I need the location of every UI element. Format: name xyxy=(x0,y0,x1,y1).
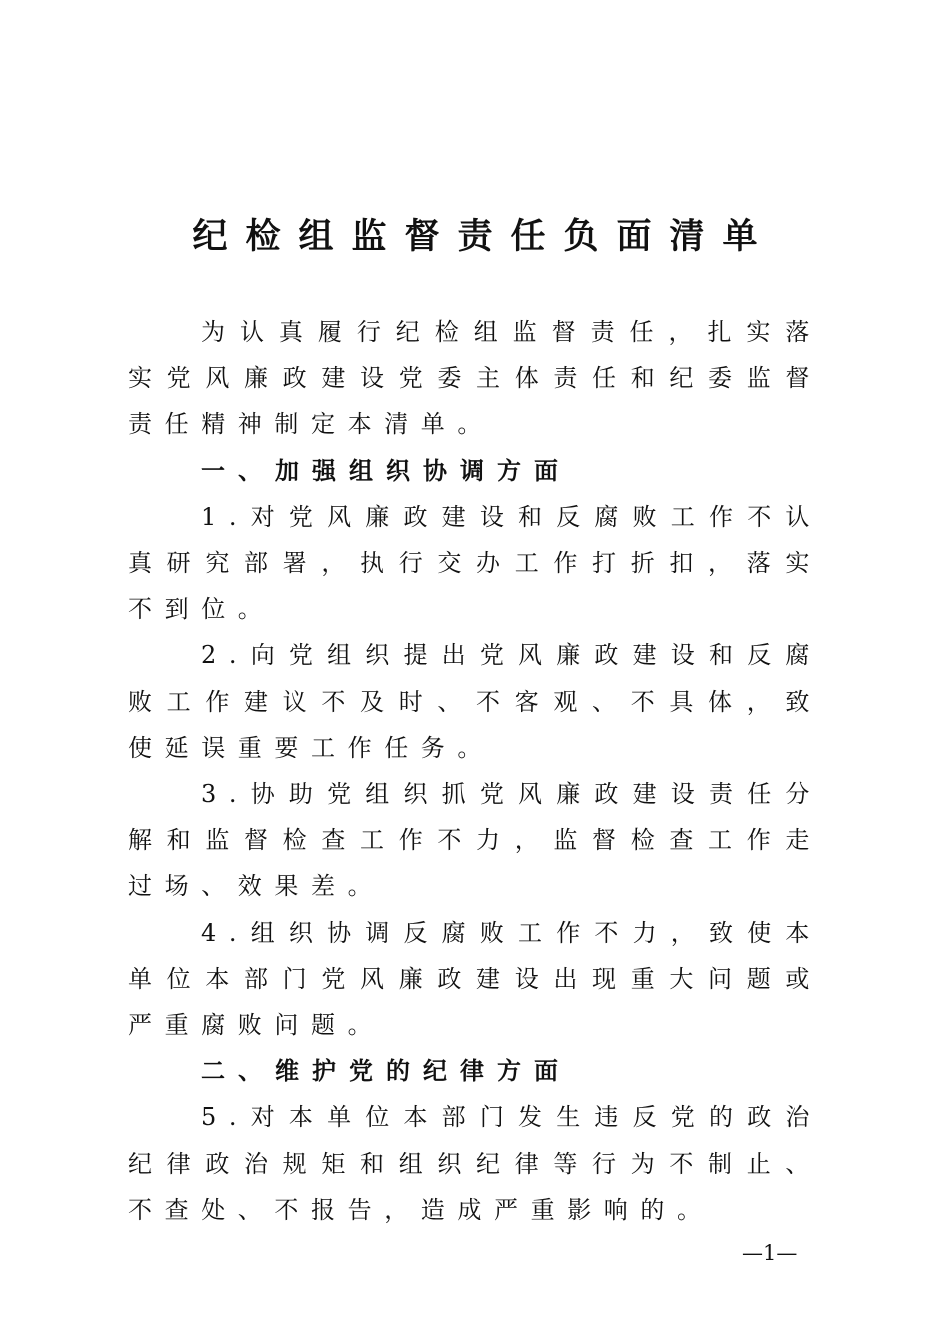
intro-paragraph: 为认真履行纪检组监督责任，扎实落实党风廉政建设党委主体责任和纪委监督责任精神制定本清单。 xyxy=(128,318,822,439)
section-heading-1: 一、加强组织协调方面 xyxy=(201,456,571,485)
document-title: 纪检组监督责任负面清单 xyxy=(192,217,776,257)
list-item-2: 2.向党组织提出党风廉政建设和反腐败工作建议不及时、不客观、不具体，致使延误重要工作任务。 xyxy=(128,641,822,762)
list-item-1: 1.对党风廉政建设和反腐败工作不认真研究部署，执行交办工作打折扣，落实不到位。 xyxy=(128,502,822,624)
page-number: —1— xyxy=(742,1241,798,1265)
section-heading-2: 二、维护党的纪律方面 xyxy=(201,1057,571,1086)
list-item-4: 4.组织协调反腐败工作不力，致使本单位本部门党风廉政建设出现重大问题或严重腐败问题。 xyxy=(128,918,822,1040)
document-body xyxy=(128,309,822,1233)
list-item-5: 5.对本单位本部门发生违反党的政治纪律政治规矩和组织纪律等行为不制止、不查处、不报告，造成严重影响的。 xyxy=(128,1103,822,1224)
list-item-3: 3.协助党组织抓党风廉政建设责任分解和监督检查工作不力，监督检查工作走过场、效果差。 xyxy=(128,780,822,901)
